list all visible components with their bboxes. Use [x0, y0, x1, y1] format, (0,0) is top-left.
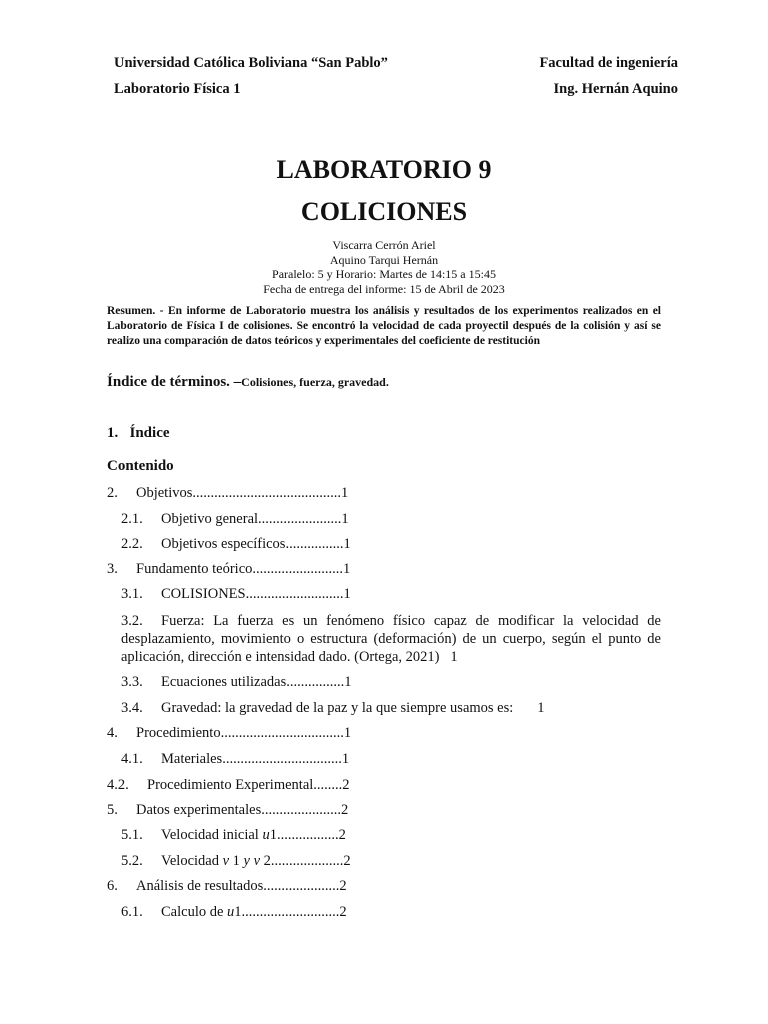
toc-label: COLISIONES — [161, 586, 246, 602]
toc-dots: .................... — [270, 853, 344, 869]
toc-dots: ........................... — [241, 904, 340, 920]
toc-label: Ecuaciones utilizadas — [161, 674, 287, 690]
toc-page: 1 — [450, 649, 458, 665]
toc-number: 4.1. — [121, 751, 143, 767]
toc-dots: ................ — [286, 674, 345, 690]
toc-number: 3.1. — [121, 586, 143, 602]
toc-entry-fuerza[interactable] — [121, 612, 661, 666]
toc-entry-velocidad-v1-v2[interactable] — [121, 853, 351, 870]
toc-dots: .................................. — [220, 725, 344, 741]
toc-entry-colisiones[interactable] — [121, 586, 351, 603]
toc-dots: ................. — [276, 827, 339, 843]
toc-page: 1 — [343, 725, 352, 741]
document-subtitle: COLICIONES — [300, 197, 468, 226]
toc-label: Fundamento teórico — [136, 561, 253, 577]
toc-label: Procedimiento Experimental — [147, 777, 314, 793]
toc-subscript: 1 — [234, 904, 242, 920]
toc-entry-velocidad-inicial[interactable] — [121, 827, 346, 844]
toc-entry-gravedad[interactable] — [121, 700, 545, 717]
toc-number: 5.1. — [121, 827, 143, 843]
toc-page: 1 — [343, 536, 351, 552]
toc-number: 3. — [107, 561, 118, 577]
toc-dots: ......................................... — [192, 485, 342, 501]
toc-entry-datos-experimentales[interactable] — [107, 802, 348, 819]
toc-label: Objetivos — [136, 485, 193, 501]
toc-entry-materiales[interactable] — [121, 751, 349, 768]
toc-number: 5.2. — [121, 853, 143, 869]
toc-page: 2 — [338, 827, 346, 843]
toc-dots: ....................... — [258, 511, 342, 527]
toc-dots: ...................... — [261, 802, 341, 818]
toc-number: 6.1. — [121, 904, 143, 920]
toc-number: 3.4. — [121, 700, 143, 716]
toc-label: Velocidad inicial — [161, 827, 259, 843]
toc-dots: ................ — [285, 536, 344, 552]
toc-entry-objetivo-general[interactable] — [121, 511, 349, 528]
toc-number: 3.2. — [121, 613, 143, 629]
toc-dots: ......................... — [252, 561, 344, 577]
toc-subscript: 1 — [232, 853, 240, 869]
toc-entry-fundamento-teorico[interactable] — [107, 561, 350, 578]
toc-page: 1 — [343, 561, 351, 577]
index-terms-lead: Índice de términos. – — [107, 374, 242, 390]
toc-label: Velocidad — [161, 853, 219, 869]
document-title: LABORATORIO 9 — [276, 155, 492, 184]
toc-page: 2 — [339, 904, 347, 920]
toc-page: 1 — [341, 511, 349, 527]
author-1: Viscarra Cerrón Ariel — [332, 238, 436, 252]
index-terms — [107, 373, 389, 391]
toc-page: 2 — [340, 802, 349, 818]
abstract: Resumen. - En informe de Laboratorio muestra los análisis y resultados de los experimentos realizados en el Laboratorio de Física I de colisiones. Se encontró la velocidad de cada proyectil después de la colisión y así se realizo una comparación de datos teóricos y experimentales del coeficiente de restitución — [107, 305, 661, 347]
toc-label: Fuerza: La fuerza es un fenómeno físico capaz de modificar la velocidad de desplazamiento, movimiento o estructura (deformación) de un cuerpo, según el punto de aplicación, dirección e intensidad dado. (Ortega, 2021) — [121, 613, 661, 665]
toc-number: 4.2. — [107, 777, 129, 793]
university-name: Universidad Católica Boliviana “San Pablo” — [114, 55, 388, 71]
faculty-name: Facultad de ingeniería — [539, 55, 678, 71]
toc-label: Gravedad: la gravedad de la paz y la que siempre usamos es: — [161, 700, 514, 716]
toc-label: Procedimiento — [136, 725, 221, 741]
toc-entry-calculo-u1[interactable] — [121, 904, 347, 921]
delivery-date: Fecha de entrega del informe: 15 de Abril de 2023 — [263, 282, 505, 296]
toc-subscript-2: 2 — [263, 853, 271, 869]
author-2: Aquino Tarqui Hernán — [329, 253, 439, 267]
contents-heading: Contenido — [107, 458, 174, 474]
toc-dots: ........................... — [245, 586, 344, 602]
toc-number: 2.2. — [121, 536, 143, 552]
toc-number: 3.3. — [121, 674, 143, 690]
toc-number: 2. — [107, 485, 118, 501]
toc-number: 4. — [107, 725, 118, 741]
toc-label: Datos experimentales — [136, 802, 262, 818]
toc-entry-procedimiento[interactable] — [107, 725, 351, 742]
toc-dots: ........ — [313, 777, 343, 793]
toc-entry-analisis-resultados[interactable] — [107, 878, 347, 895]
toc-page: 2 — [339, 878, 347, 894]
toc-number: 2.1. — [121, 511, 143, 527]
toc-dots: ................................. — [222, 751, 342, 767]
toc-entry-objetivos-especificos[interactable] — [121, 536, 351, 553]
toc-page: 1 — [341, 751, 350, 767]
toc-page: 1 — [343, 586, 351, 602]
toc-variable: v — [222, 853, 230, 869]
toc-entry-procedimiento-experimental[interactable] — [107, 777, 350, 794]
schedule: Paralelo: 5 y Horario: Martes de 14:15 a 15:45 — [272, 267, 496, 281]
toc-variable-2: v — [253, 853, 261, 869]
section-number: 1. — [107, 425, 119, 441]
toc-number: 5. — [107, 802, 118, 818]
toc-dots: ..................... — [263, 878, 340, 894]
toc-page: 1 — [537, 700, 545, 716]
toc-label: Calculo de — [161, 904, 224, 920]
index-terms-list: Colisiones, fuerza, gravedad. — [241, 375, 389, 389]
toc-label: Análisis de resultados — [136, 878, 264, 894]
instructor-name: Ing. Hernán Aquino — [553, 81, 678, 97]
toc-page: 2 — [343, 853, 351, 869]
toc-label: Materiales — [161, 751, 223, 767]
toc-connector: y — [243, 853, 250, 869]
toc-label: Objetivos específicos — [161, 536, 286, 552]
section-heading — [107, 425, 170, 442]
section-title: Índice — [129, 425, 170, 441]
lab-name: Laboratorio Física 1 — [114, 81, 241, 97]
toc-number: 6. — [107, 878, 118, 894]
toc-entry-ecuaciones[interactable] — [121, 674, 351, 691]
toc-page: 1 — [341, 485, 349, 501]
toc-variable: u — [227, 904, 235, 920]
toc-label: Objetivo general — [161, 511, 259, 527]
toc-entry-objetivos[interactable] — [107, 485, 348, 502]
toc-subscript: 1 — [269, 827, 277, 843]
toc-variable: u — [262, 827, 270, 843]
toc-page: 2 — [342, 777, 350, 793]
toc-page: 1 — [344, 674, 352, 690]
